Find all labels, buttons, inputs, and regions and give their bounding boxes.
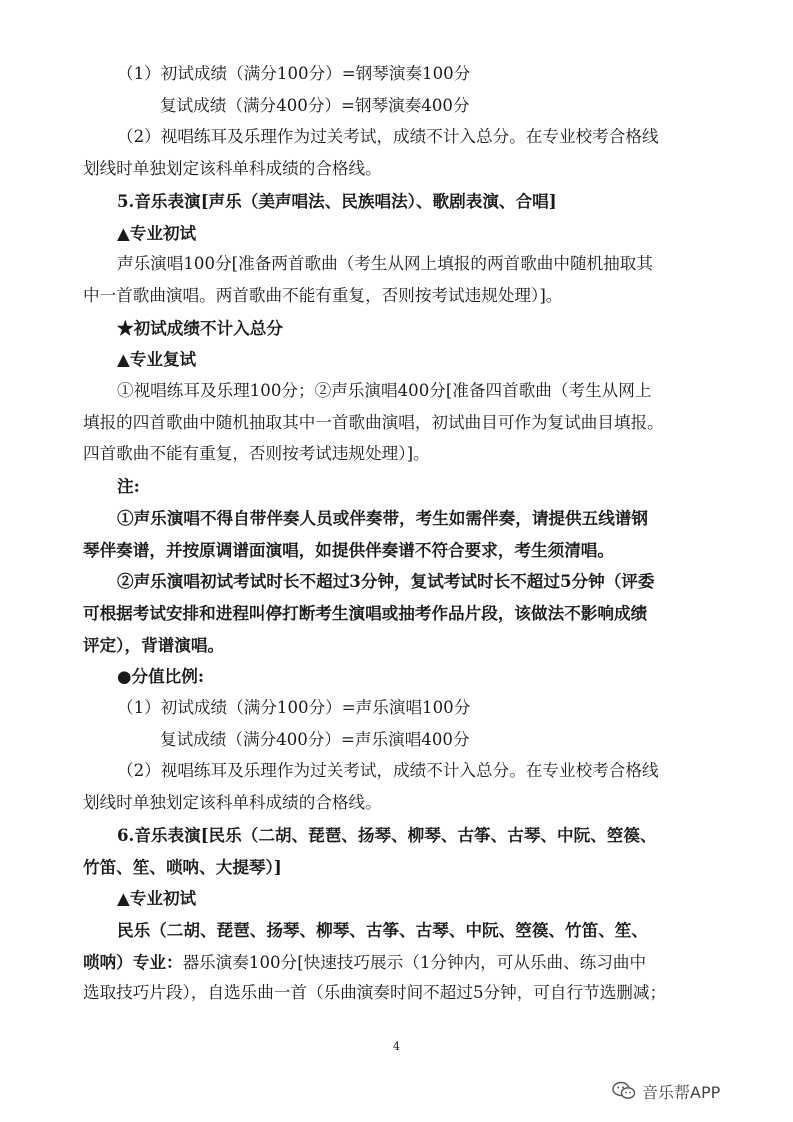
text-line-content: （2）视唱练耳及乐理作为过关考试，成绩不计入总分。在专业校考合格线 bbox=[117, 761, 659, 781]
page-number: 4 bbox=[393, 1040, 400, 1053]
text-line bbox=[117, 62, 470, 86]
text-line bbox=[160, 728, 470, 752]
text-line-content: （1）初试成绩（满分100分）=声乐演唱100分 bbox=[117, 698, 471, 717]
text-line bbox=[117, 506, 648, 530]
text-line bbox=[117, 886, 196, 910]
text-line bbox=[117, 918, 648, 942]
text-line bbox=[83, 601, 647, 625]
text-line-content: ①声乐演唱不得自带伴奏人员或伴奏带，考生如需伴奏，请提供五线谱钢 bbox=[117, 507, 648, 528]
text-line-continuation: 器乐演奏100分[快速技巧展示（1分钟内，可从乐曲、练习曲中 bbox=[182, 952, 647, 972]
text-line-content: （1）初试成绩（满分100分）=钢琴演奏100分 bbox=[117, 64, 471, 83]
text-line-content: 6.音乐表演[民乐（二胡、琵琶、扬琴、柳琴、古筝、古琴、中阮、箜篌、 bbox=[117, 824, 657, 845]
text-line bbox=[117, 379, 651, 403]
text-line-content: 填报的四首歌曲中随机抽取其中一首歌曲演唱，初试曲目可作为复试曲目填报。 bbox=[83, 412, 664, 432]
chat-bubble-icon bbox=[612, 1080, 636, 1102]
text-line bbox=[117, 252, 653, 276]
text-line bbox=[117, 125, 659, 149]
text-line bbox=[160, 94, 470, 118]
text-line bbox=[117, 316, 283, 340]
watermark-label: 音乐帮APP bbox=[642, 1082, 721, 1102]
text-line-content: 中一首歌曲演唱。两首歌曲不能有重复，否则按考试违规处理）]。 bbox=[83, 285, 563, 305]
text-line bbox=[83, 855, 282, 879]
text-line bbox=[117, 759, 659, 783]
text-line bbox=[83, 411, 664, 435]
text-line-content: ▲专业初试 bbox=[117, 888, 197, 909]
text-line bbox=[83, 633, 224, 657]
text-line bbox=[83, 981, 666, 1005]
text-line-content: 竹笛、笙、唢呐、大提琴）] bbox=[83, 856, 282, 877]
text-line bbox=[83, 791, 382, 815]
text-line bbox=[117, 664, 204, 688]
text-line bbox=[117, 696, 470, 720]
text-line-content: 选取技巧片段），自选乐曲一首（乐曲演奏时间不超过5分钟，可自行节选删减； bbox=[83, 983, 667, 1003]
text-line-content: 声乐演唱100分[准备两首歌曲（考生从网上填报的两首歌曲中随机抽取其 bbox=[117, 254, 653, 274]
text-line bbox=[83, 950, 646, 975]
text-line-content: 四首歌曲不能有重复，否则按考试违规处理）]。 bbox=[83, 444, 430, 464]
text-line bbox=[117, 221, 196, 245]
watermark bbox=[612, 1078, 720, 1104]
text-line bbox=[117, 189, 557, 213]
text-line-content: 复试成绩（满分400分）=声乐演唱400分 bbox=[160, 729, 470, 749]
text-line bbox=[83, 442, 430, 466]
text-line-content: ②声乐演唱初试考试时长不超过3分钟，复试考试时长不超过5分钟（评委 bbox=[117, 571, 655, 592]
text-line-content: 划线时单独划定该科单科成绩的合格线。 bbox=[83, 159, 382, 179]
text-line bbox=[117, 823, 657, 847]
text-line-content: 民乐（二胡、琵琶、扬琴、柳琴、古筝、古琴、中阮、箜篌、竹笛、笙、 bbox=[117, 919, 648, 940]
text-line-content: ▲专业初试 bbox=[117, 222, 197, 243]
text-line bbox=[83, 284, 562, 308]
text-line bbox=[83, 157, 382, 181]
text-line-content: 琴伴奏谱，并按原调谱面演唱，如提供伴奏谱不符合要求，考生须清唱。 bbox=[83, 539, 614, 560]
text-line-content: 评定），背谱演唱。 bbox=[83, 634, 225, 655]
text-line-content: ①视唱练耳及乐理100分；②声乐演唱400分[准备四首歌曲（考生从网上 bbox=[117, 381, 652, 400]
text-line-content: ●分值比例: bbox=[117, 666, 204, 687]
text-line bbox=[117, 347, 196, 371]
text-line-content: 可根据考试安排和进程叫停打断考生演唱或抽考作品片段，该做法不影响成绩 bbox=[83, 602, 648, 623]
text-line-content: （2）视唱练耳及乐理作为过关考试，成绩不计入总分。在专业校考合格线 bbox=[117, 127, 659, 147]
text-line-content: 复试成绩（满分400分）=钢琴演奏400分 bbox=[160, 95, 470, 115]
text-line bbox=[83, 538, 614, 562]
text-line-content: 划线时单独划定该科单科成绩的合格线。 bbox=[83, 793, 382, 813]
text-line-content: ★初试成绩不计入总分 bbox=[117, 317, 283, 338]
text-line bbox=[117, 569, 655, 593]
text-line bbox=[117, 474, 140, 498]
text-line-content: 唢呐）专业： bbox=[83, 951, 183, 972]
text-line-content: ▲专业复试 bbox=[117, 349, 197, 370]
text-line-content: 5.音乐表演[声乐（美声唱法、民族唱法）、歌剧表演、合唱] bbox=[117, 190, 557, 211]
text-line-content: 注: bbox=[117, 476, 140, 497]
